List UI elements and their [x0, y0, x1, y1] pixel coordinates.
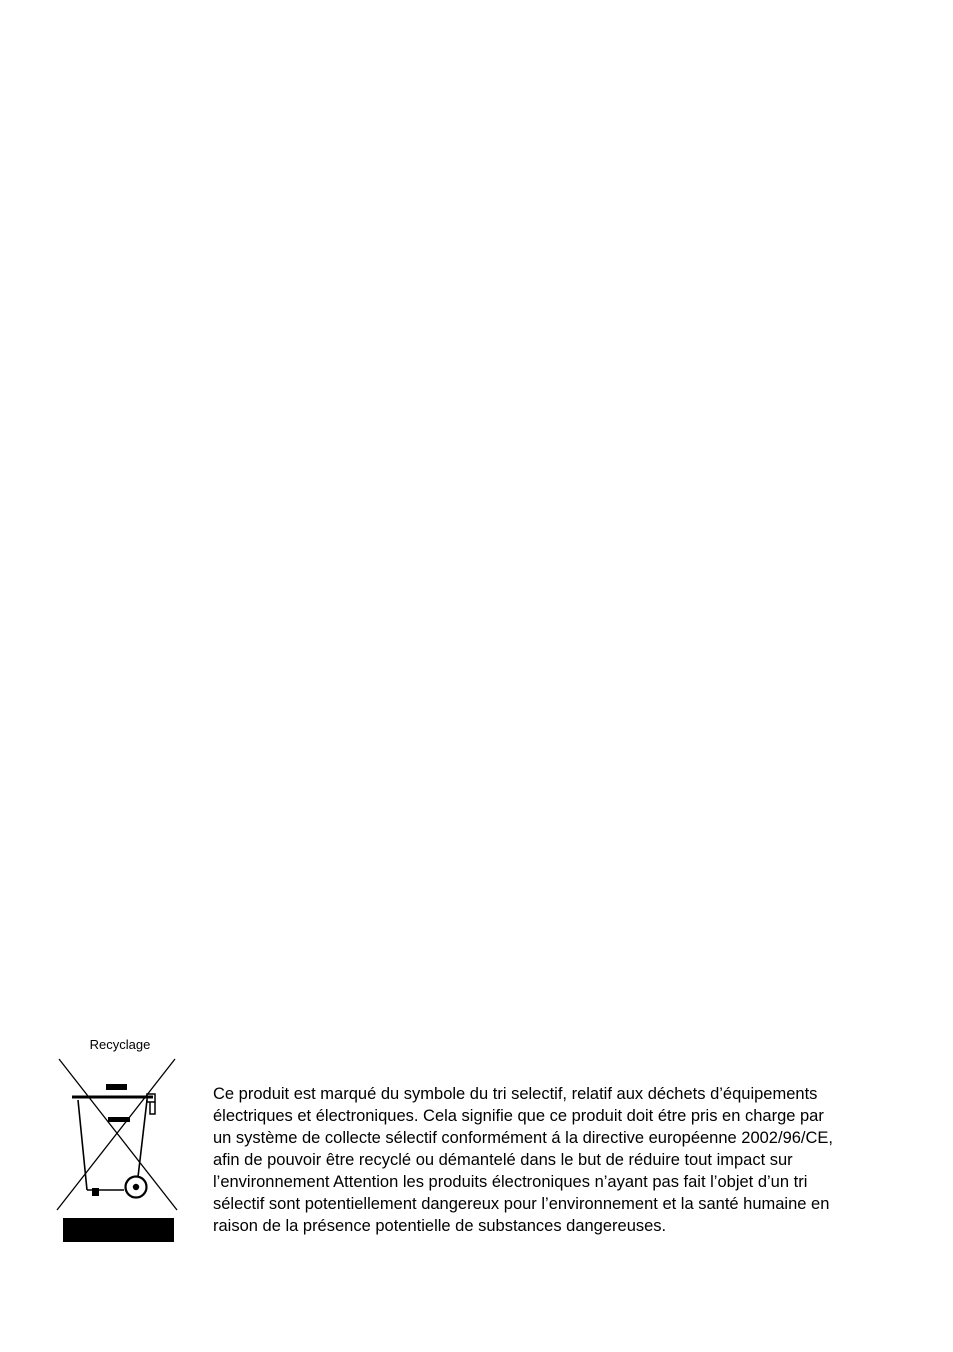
crossed-out-wheelie-bin-icon [54, 1057, 180, 1213]
notice-line: l’environnement Attention les produits électroniques n’ayant pas fait l’objet d’un tri [213, 1173, 808, 1191]
notice-line: raison de la présence potentielle de substances dangereuses. [213, 1217, 667, 1235]
notice-line: un système de collecte sélectif conformément á la directive européenne 2002/96/CE, [213, 1129, 834, 1147]
notice-line: afin de pouvoir être recyclé ou démantelé dans le but de réduire tout impact sur [213, 1151, 793, 1169]
notice-line: Ce produit est marqué du symbole du tri selectif, relatif aux déchets d’équipements [213, 1085, 818, 1103]
recycling-notice [213, 1083, 893, 1237]
notice-line: sélectif sont potentiellement dangereux pour l’environnement et la santé humaine en [213, 1195, 830, 1213]
recycling-caption: Recyclage [89, 1037, 151, 1052]
notice-line: électriques et électroniques. Cela signifie que ce produit doit étre pris en charge par [213, 1107, 824, 1125]
weee-black-bar [63, 1218, 174, 1242]
